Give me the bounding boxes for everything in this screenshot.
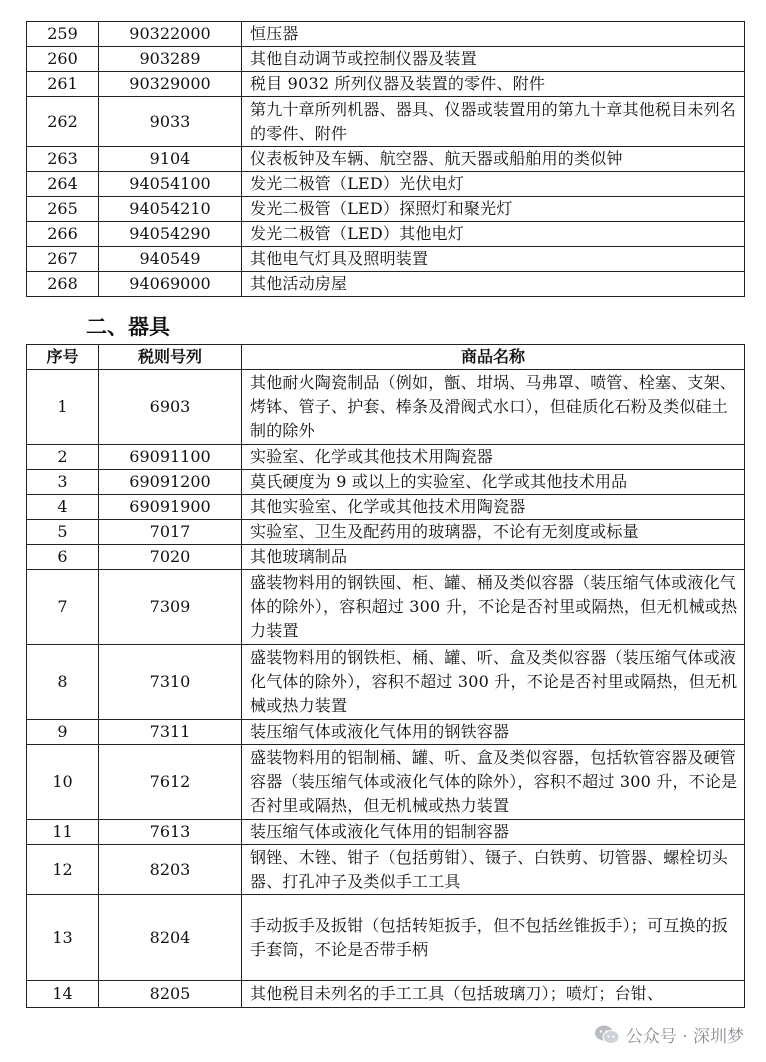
tariff-code: 94054210 <box>99 197 242 222</box>
table-row <box>27 272 745 297</box>
product-name: 其他电气灯具及照明装置 <box>242 247 745 272</box>
row-number: 14 <box>27 981 99 1008</box>
tariff-code: 903289 <box>99 47 242 72</box>
product-name: 盛装物料用的钢铁柜、桶、罐、听、盒及类似容器（装压缩气体或液化气体的除外），容积不超过 300 升，不论是否衬里或隔热，但无机械或热力装置 <box>242 645 745 720</box>
table-row <box>27 520 745 545</box>
tariff-code: 7310 <box>99 645 242 720</box>
product-name: 盛装物料用的钢铁囤、柜、罐、桶及类似容器（装压缩气体或液化气体的除外），容积超过 300 升，不论是否衬里或隔热，但无机械或热力装置 <box>242 570 745 645</box>
product-name: 其他玻璃制品 <box>242 545 745 570</box>
product-name: 手动扳手及扳钳（包括转矩扳手，但不包括丝锥扳手）；可互换的扳手套筒，不论是否带手柄 <box>242 895 745 981</box>
table-row <box>27 72 745 97</box>
row-number: 268 <box>27 272 99 297</box>
tariff-code: 940549 <box>99 247 242 272</box>
table-row <box>27 147 745 172</box>
product-name: 装压缩气体或液化气体用的钢铁容器 <box>242 720 745 745</box>
product-name: 发光二极管（LED）探照灯和聚光灯 <box>242 197 745 222</box>
tariff-code: 9033 <box>99 97 242 147</box>
product-name: 税目 9032 所列仪器及装置的零件、附件 <box>242 72 745 97</box>
tariff-code: 7017 <box>99 520 242 545</box>
row-number: 13 <box>27 895 99 981</box>
tariff-code: 7309 <box>99 570 242 645</box>
section-title: 二、器具 <box>86 315 170 339</box>
tariff-code: 7311 <box>99 720 242 745</box>
product-name: 钢锉、木锉、钳子（包括剪钳）、镊子、白铁剪、切管器、螺栓切头器、打孔冲子及类似手工工具 <box>242 845 745 895</box>
table-row <box>27 197 745 222</box>
table-row <box>27 845 745 895</box>
row-number: 260 <box>27 47 99 72</box>
product-name: 其他活动房屋 <box>242 272 745 297</box>
row-number: 11 <box>27 820 99 845</box>
tariff-code: 69091100 <box>99 445 242 470</box>
table-row <box>27 370 745 445</box>
product-name: 其他实验室、化学或其他技术用陶瓷器 <box>242 495 745 520</box>
product-name: 仪表板钟及车辆、航空器、航天器或船舶用的类似钟 <box>242 147 745 172</box>
row-number: 2 <box>27 445 99 470</box>
row-number: 12 <box>27 845 99 895</box>
product-name: 实验室、卫生及配药用的玻璃器，不论有无刻度或标量 <box>242 520 745 545</box>
tariff-code: 69091900 <box>99 495 242 520</box>
watermark-text: 公众号 · 深圳梦 <box>625 1027 744 1047</box>
table-row <box>27 745 745 820</box>
header-name: 商品名称 <box>242 345 745 370</box>
tariff-code: 9104 <box>99 147 242 172</box>
row-number: 265 <box>27 197 99 222</box>
tariff-table-continued <box>26 21 745 297</box>
table-row <box>27 645 745 720</box>
wechat-watermark <box>594 1022 744 1047</box>
row-number: 9 <box>27 720 99 745</box>
header-no: 序号 <box>27 345 99 370</box>
table-row <box>27 495 745 520</box>
product-name: 盛装物料用的铝制桶、罐、听、盒及类似容器，包括软管容器及硬管容器（装压缩气体或液化气体的除外），容积不超过 300 升，不论是否衬里或隔热，但无机械或热力装置 <box>242 745 745 820</box>
tariff-code: 8203 <box>99 845 242 895</box>
row-number: 264 <box>27 172 99 197</box>
row-number: 261 <box>27 72 99 97</box>
table-row <box>27 172 745 197</box>
wechat-icon <box>594 1024 620 1046</box>
table-header-row <box>27 345 745 370</box>
table-row <box>27 22 745 47</box>
row-number: 266 <box>27 222 99 247</box>
table-row <box>27 247 745 272</box>
tariff-code: 6903 <box>99 370 242 445</box>
table-row <box>27 470 745 495</box>
table-row <box>27 97 745 147</box>
product-name: 发光二极管（LED）其他电灯 <box>242 222 745 247</box>
row-number: 4 <box>27 495 99 520</box>
row-number: 3 <box>27 470 99 495</box>
row-number: 8 <box>27 645 99 720</box>
row-number: 7 <box>27 570 99 645</box>
tariff-code: 7613 <box>99 820 242 845</box>
row-number: 1 <box>27 370 99 445</box>
table-row <box>27 445 745 470</box>
tariff-code: 7020 <box>99 545 242 570</box>
table-row <box>27 570 745 645</box>
row-number: 262 <box>27 97 99 147</box>
tariff-code: 7612 <box>99 745 242 820</box>
tariff-code: 8204 <box>99 895 242 981</box>
header-code: 税则号列 <box>99 345 242 370</box>
tariff-code: 90322000 <box>99 22 242 47</box>
table-row <box>27 820 745 845</box>
product-name: 第九十章所列机器、器具、仪器或装置用的第九十章其他税目未列名的零件、附件 <box>242 97 745 147</box>
product-name: 恒压器 <box>242 22 745 47</box>
row-number: 10 <box>27 745 99 820</box>
tariff-code: 69091200 <box>99 470 242 495</box>
row-number: 6 <box>27 545 99 570</box>
tariff-code: 94054100 <box>99 172 242 197</box>
tariff-code: 94054290 <box>99 222 242 247</box>
table-row <box>27 47 745 72</box>
product-name: 其他自动调节或控制仪器及装置 <box>242 47 745 72</box>
row-number: 259 <box>27 22 99 47</box>
product-name: 莫氏硬度为 9 或以上的实验室、化学或其他技术用品 <box>242 470 745 495</box>
tariff-code: 90329000 <box>99 72 242 97</box>
table-row <box>27 545 745 570</box>
row-number: 263 <box>27 147 99 172</box>
product-name: 实验室、化学或其他技术用陶瓷器 <box>242 445 745 470</box>
row-number: 5 <box>27 520 99 545</box>
table-row <box>27 981 745 1008</box>
table-row <box>27 895 745 981</box>
tariff-code: 94069000 <box>99 272 242 297</box>
product-name: 其他税目未列名的手工工具（包括玻璃刀）；喷灯；台钳、 <box>242 981 745 1008</box>
tariff-table-instruments <box>26 344 745 1008</box>
table-row <box>27 222 745 247</box>
product-name: 发光二极管（LED）光伏电灯 <box>242 172 745 197</box>
product-name: 其他耐火陶瓷制品（例如，甑、坩埚、马弗罩、喷管、栓塞、支架、烤钵、管子、护套、棒条及滑阀式水口），但硅质化石粉及类似硅土制的除外 <box>242 370 745 445</box>
product-name: 装压缩气体或液化气体用的铝制容器 <box>242 820 745 845</box>
table-row <box>27 720 745 745</box>
row-number: 267 <box>27 247 99 272</box>
tariff-code: 8205 <box>99 981 242 1008</box>
